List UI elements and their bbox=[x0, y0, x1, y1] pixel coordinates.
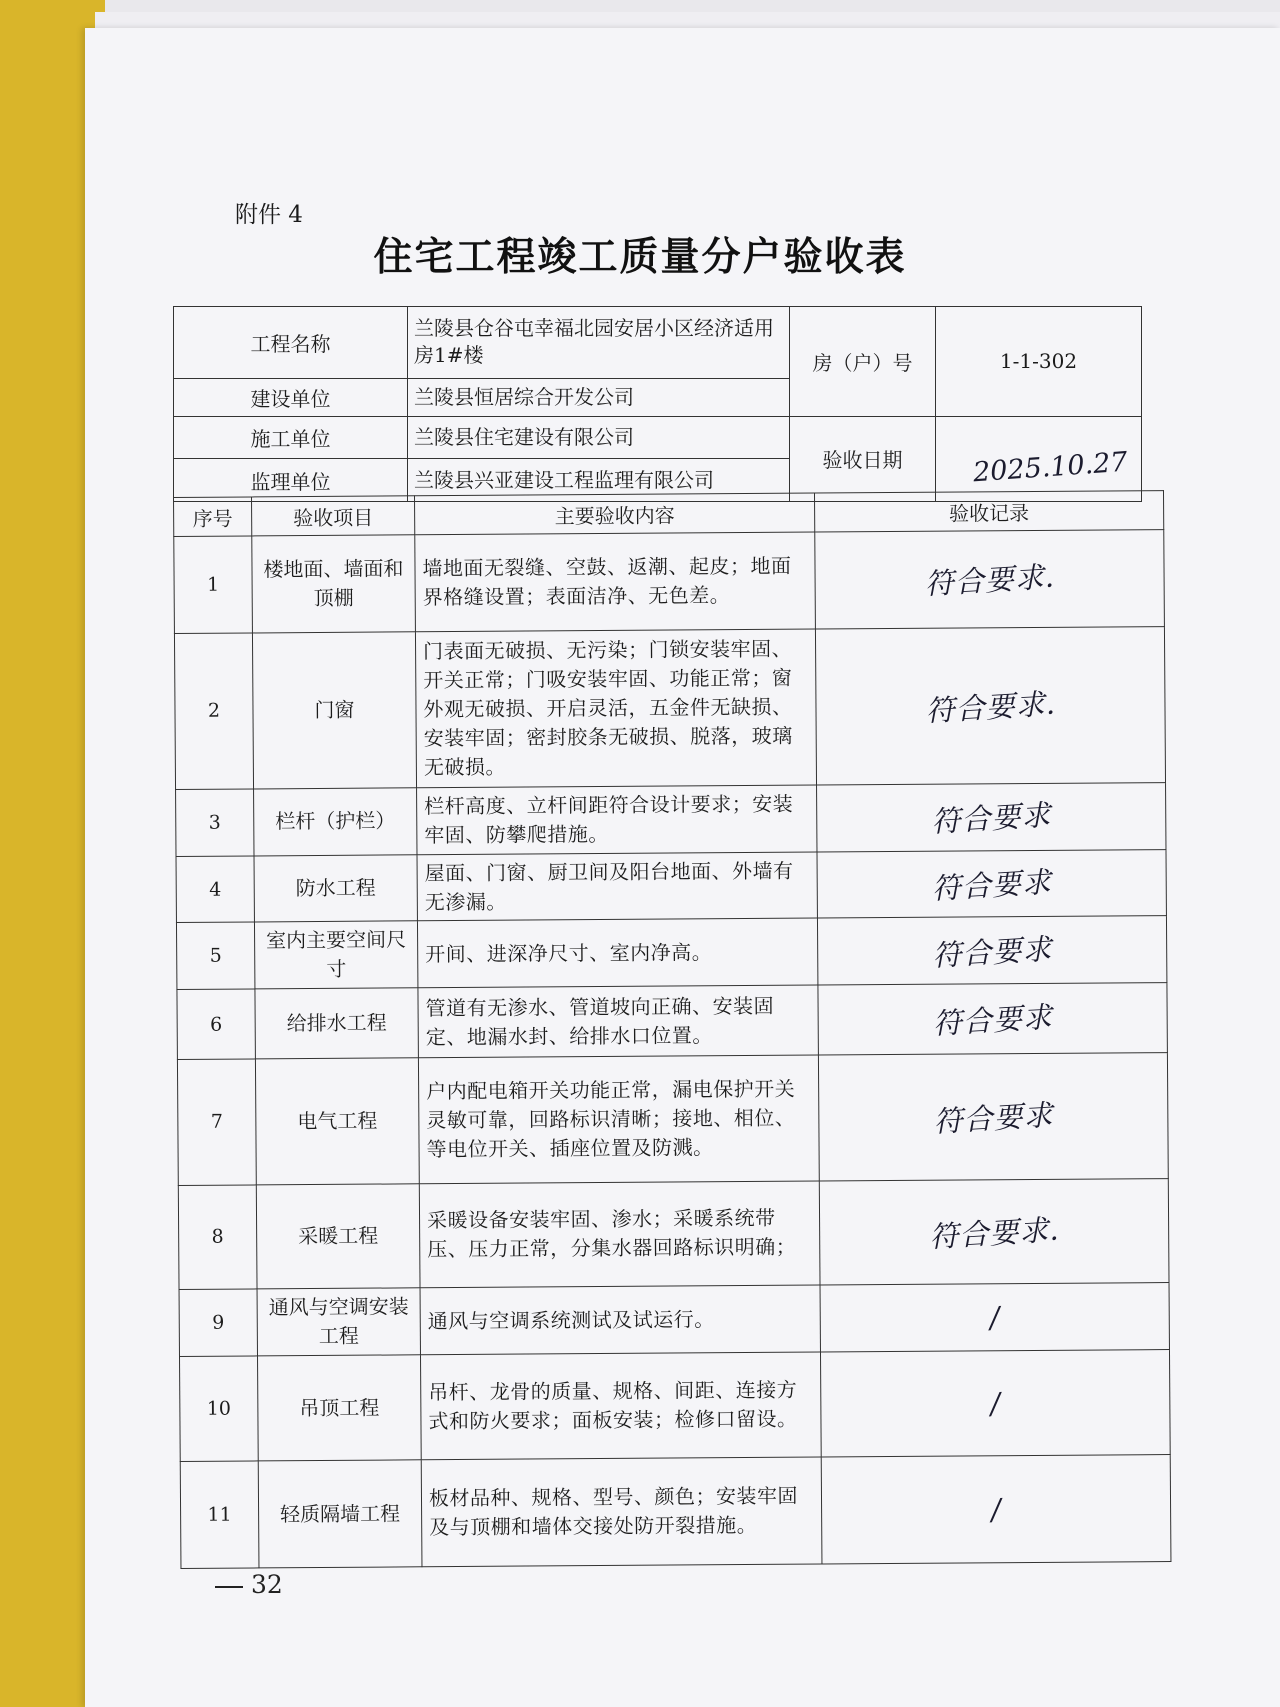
row-content: 门表面无破损、无污染；门锁安装牢固、开关正常；门吸安装牢固、功能正常；窗外观无破损、开启灵活，五金件无缺损、 安装牢固；密封胶条无破损、脱落，玻璃无破损。 bbox=[415, 629, 816, 788]
row-record bbox=[818, 1053, 1168, 1181]
handwritten-record: 符合要求. bbox=[923, 559, 1056, 602]
row-record bbox=[817, 916, 1166, 985]
row-number: 2 bbox=[174, 633, 253, 790]
contractor-value: 兰陵县住宅建设有限公司 bbox=[408, 416, 790, 459]
row-record bbox=[815, 626, 1165, 785]
builder-value: 兰陵县恒居综合开发公司 bbox=[408, 378, 790, 416]
project-name-label: 工程名称 bbox=[174, 307, 408, 379]
row-content: 板材品种、规格、型号、颜色；安装牢固及与顶棚和墙体交接处防开裂措施。 bbox=[421, 1457, 822, 1567]
header-item: 验收项目 bbox=[252, 496, 415, 536]
header-no: 序号 bbox=[174, 497, 252, 537]
row-content: 栏杆高度、立杆间距符合设计要求；安装牢固、防攀爬措施。 bbox=[417, 785, 817, 855]
row-item: 电气工程 bbox=[255, 1058, 419, 1185]
inspection-date-handwritten: 2025.10.27 bbox=[972, 446, 1129, 489]
row-number: 6 bbox=[177, 989, 255, 1059]
inspection-items-table bbox=[173, 490, 1171, 1569]
row-content: 屋面、门窗、厨卫间及阳台地面、外墙有无渗漏。 bbox=[417, 852, 817, 922]
table-header-row bbox=[174, 491, 1164, 537]
table-row bbox=[174, 626, 1165, 789]
handwritten-record: 符合要求. bbox=[924, 686, 1057, 728]
row-record bbox=[815, 530, 1165, 629]
row-record bbox=[818, 983, 1167, 1055]
table-row bbox=[176, 849, 1166, 923]
handwritten-record: 符合要求 bbox=[931, 999, 1054, 1042]
project-name-value: 兰陵县仓谷屯幸福北园安居小区经济适用房1#楼 bbox=[408, 307, 790, 379]
builder-label: 建设单位 bbox=[174, 378, 408, 416]
page-number-text: 32 bbox=[251, 1570, 283, 1599]
table-row bbox=[178, 1178, 1169, 1290]
header-record: 验收记录 bbox=[814, 491, 1163, 532]
row-item: 轻质隔墙工程 bbox=[258, 1460, 422, 1568]
row-item: 栏杆（护栏） bbox=[254, 788, 417, 856]
handwritten-record: 符合要求 bbox=[931, 931, 1054, 973]
header-content: 主要验收内容 bbox=[414, 493, 814, 535]
row-content: 户内配电箱开关功能正常，漏电保护开关灵敏可靠，回路标识清晰；接地、相位、等电位开关、插座位置及防溅。 bbox=[418, 1055, 819, 1183]
row-item: 采暖工程 bbox=[256, 1183, 420, 1289]
row-number: 8 bbox=[178, 1184, 257, 1289]
supervisor-value: 兰陵县兴亚建设工程监理有限公司 bbox=[408, 459, 790, 502]
row-content: 开间、进深净尺寸、室内净高。 bbox=[417, 918, 817, 988]
row-number: 10 bbox=[180, 1356, 259, 1461]
row-content: 采暖设备安装牢固、渗水；采暖系统带压、压力正常，分集水器回路标识明确； bbox=[419, 1181, 820, 1289]
table-row bbox=[177, 1053, 1168, 1185]
row-item: 通风与空调安装工程 bbox=[257, 1288, 420, 1356]
row-record bbox=[820, 1283, 1169, 1352]
row-record bbox=[817, 849, 1166, 918]
document-title: 住宅工程竣工质量分户验收表 bbox=[373, 234, 907, 280]
handwritten-record: 符合要求 bbox=[930, 864, 1053, 906]
table-row bbox=[176, 916, 1166, 990]
row-item: 门窗 bbox=[252, 631, 416, 788]
row-content: 墙地面无裂缝、空鼓、返潮、起皮；地面界格缝设置；表面洁净、无色差。 bbox=[415, 532, 816, 631]
row-item: 给排水工程 bbox=[255, 988, 418, 1059]
room-number-value: 1-1-302 bbox=[936, 307, 1142, 417]
table-row bbox=[174, 530, 1165, 634]
handwritten-record: / bbox=[988, 1300, 1002, 1335]
row-number: 3 bbox=[176, 789, 254, 856]
inspection-date-label: 验收日期 bbox=[790, 416, 936, 501]
handwritten-record: / bbox=[989, 1491, 1003, 1527]
table-row bbox=[176, 782, 1166, 856]
row-item: 吊顶工程 bbox=[257, 1355, 421, 1461]
row-number: 7 bbox=[177, 1059, 256, 1185]
row-number: 1 bbox=[174, 536, 253, 633]
handwritten-record: 符合要求 bbox=[930, 798, 1053, 840]
row-record bbox=[821, 1455, 1171, 1564]
row-item: 防水工程 bbox=[254, 854, 417, 922]
row-number: 5 bbox=[176, 922, 254, 989]
row-number: 11 bbox=[180, 1461, 259, 1569]
row-record bbox=[820, 1350, 1170, 1457]
row-content: 管道有无渗水、管道坡向正确、安装固定、地漏水封、给排水口位置。 bbox=[418, 985, 818, 1058]
attachment-label: 附件 4 bbox=[235, 202, 303, 228]
handwritten-record: 符合要求 bbox=[932, 1097, 1055, 1139]
contractor-label: 施工单位 bbox=[174, 416, 408, 459]
room-number-label: 房（户）号 bbox=[790, 307, 936, 417]
table-row bbox=[180, 1350, 1171, 1462]
table-row bbox=[177, 983, 1167, 1060]
row-number: 9 bbox=[179, 1289, 257, 1356]
row-content: 吊杆、龙骨的质量、规格、间距、连接方式和防火要求；面板安装；检修口留设。 bbox=[420, 1352, 821, 1460]
table-row bbox=[179, 1283, 1169, 1357]
table-row bbox=[180, 1455, 1171, 1569]
row-item: 楼地面、墙面和顶棚 bbox=[252, 535, 416, 633]
row-item: 室内主要空间尺寸 bbox=[254, 921, 417, 989]
row-record bbox=[817, 782, 1166, 851]
handwritten-record: / bbox=[988, 1386, 1002, 1421]
row-content: 通风与空调系统测试及试运行。 bbox=[420, 1285, 820, 1355]
supervisor-label: 监理单位 bbox=[174, 459, 408, 502]
row-number: 4 bbox=[176, 856, 254, 923]
row-record bbox=[819, 1178, 1169, 1285]
page-dash bbox=[215, 1586, 243, 1588]
page-number bbox=[215, 1570, 283, 1599]
handwritten-record: 符合要求. bbox=[928, 1212, 1061, 1255]
